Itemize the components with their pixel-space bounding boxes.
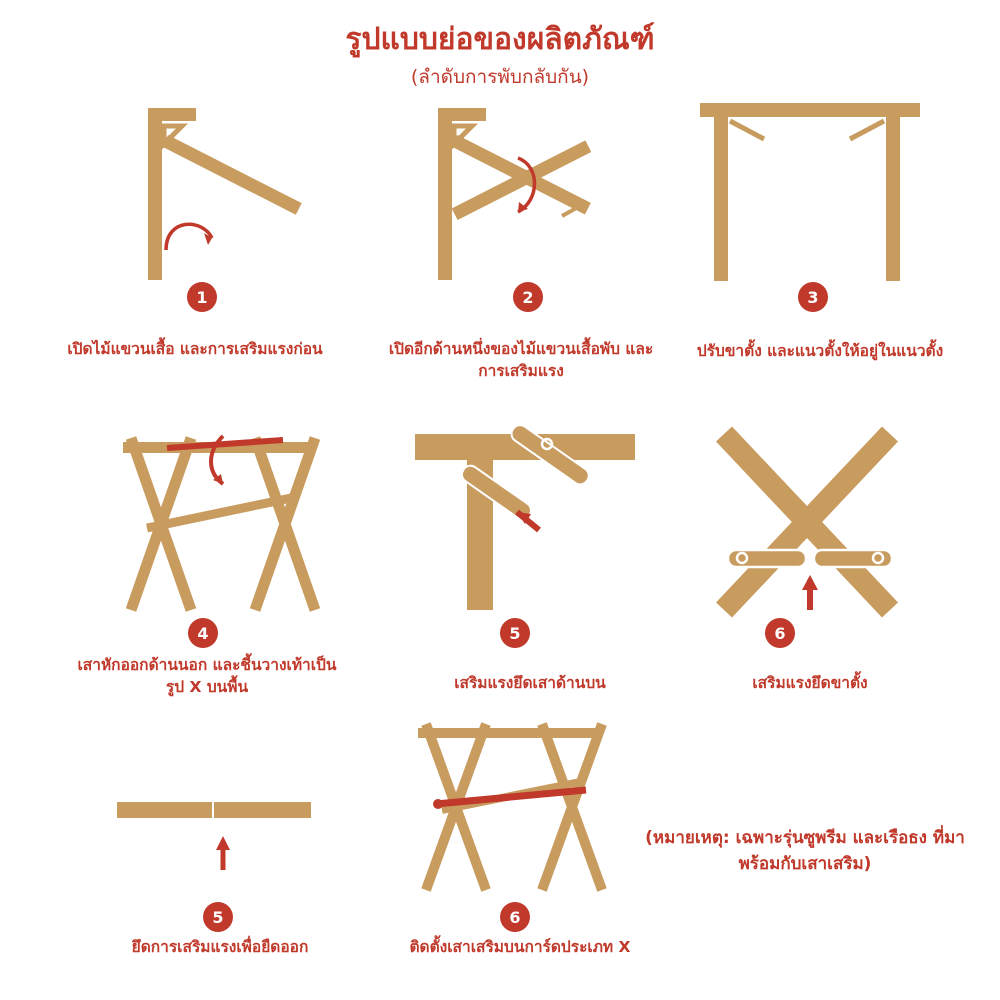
step-1-badge: 1 (187, 282, 217, 312)
footer-note: (หมายเหตุ: เฉพาะรุ่นซูพรีม และเรือธง ที่มาพร้อมกับเสาเสริม) (645, 828, 965, 874)
step-4-caption: เสาหักออกด้านนอก และชี้นวางเท้าเป็นรูป X บนพื้น (77, 656, 337, 697)
step-6b-illustration (390, 700, 640, 900)
step-4-badge: 4 (188, 618, 218, 648)
step-4-illustration (95, 418, 355, 618)
step-5-caption: เสริมแรงยึดเสาด้านบน (454, 674, 606, 692)
step-6b-caption: ติดตั้งเสาเสริมบนการ์ดประเภท X (409, 938, 631, 956)
step-5b-illustration (105, 780, 335, 880)
step-6-caption: เสริมแรงยึดขาตั้ง (752, 674, 868, 692)
step-6b-badge: 6 (500, 902, 530, 932)
step-3-caption: ปรับขาตั้ง และแนวตั้งให้อยู่ในแนวตั้ง (696, 342, 944, 360)
page-title: รูปแบบย่อของผลิตภัณฑ์ (345, 22, 655, 57)
step-6-illustration (690, 420, 950, 620)
step-1-illustration (120, 100, 360, 280)
page-subtitle: (ลำดับการพับกลับกัน) (410, 66, 590, 88)
step-3-illustration (690, 95, 940, 285)
step-5-illustration (405, 420, 655, 620)
step-5b-caption: ยึดการเสริมแรงเพื่อยืดออก (131, 938, 309, 956)
step-2-illustration (410, 100, 650, 280)
step-2-badge: 2 (513, 282, 543, 312)
step-5b-badge: 5 (203, 902, 233, 932)
step-5-badge: 5 (500, 618, 530, 648)
step-1-caption: เปิดไม้แขวนเสื้อ และการเสริมแรงก่อน (67, 340, 323, 358)
step-6-badge: 6 (765, 618, 795, 648)
step-3-badge: 3 (798, 282, 828, 312)
step-2-caption: เปิดอีกด้านหนึ่งของไม้แขวนเสื้อพับ และการเสริมแรง (388, 340, 654, 381)
